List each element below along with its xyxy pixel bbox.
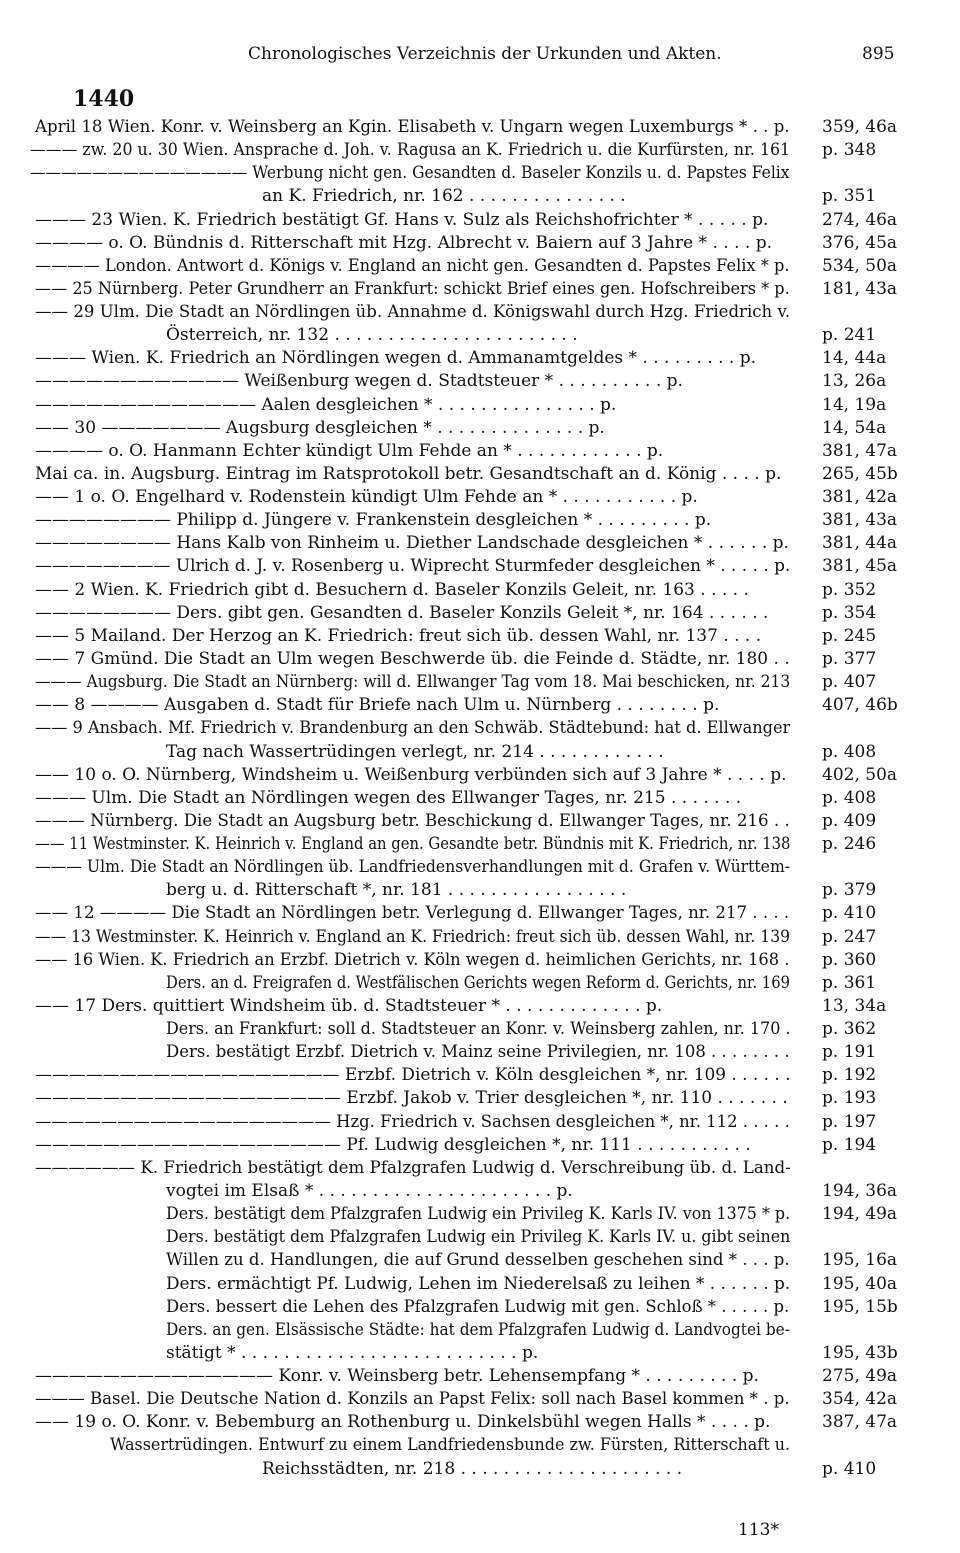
entry-line: —— 5 Mailand. Der Herzog an K. Friedrich: freut sich üb. dessen Wahl, nr. 137 . . . . <box>35 625 762 646</box>
entry-line: —— 25 Nürnberg. Peter Grundherr an Frankfurt: schickt Brief eines gen. Hofschreibers * p. <box>35 278 790 299</box>
entry-line: Tag nach Wassertrüdingen verlegt, nr. 214 . . . . . . . . . . . . <box>166 741 664 762</box>
entry-line: Wassertrüdingen. Entwurf zu einem Landfriedensbunde zw. Fürsten, Ritterschaft u. <box>110 1435 791 1456</box>
entry-line: vogtei im Elsaß * . . . . . . . . . . . . . . . . . . . . . . p. <box>166 1180 573 1201</box>
page-reference: p. 247 <box>822 926 877 947</box>
page-reference: 354, 42a <box>822 1389 898 1410</box>
page-reference: 265, 45b <box>822 463 898 484</box>
entry-line: ——— Ulm. Die Stadt an Nördlingen wegen des Ellwanger Tages, nr. 215 . . . . . . . <box>35 787 742 808</box>
entry-line: —————————————————— Pf. Ludwig desgleichen *, nr. 111 . . . . . . . . . . . <box>35 1134 751 1155</box>
entry-line: ———————— Hans Kalb von Rinheim u. Diether Landschade desgleichen * . . . . . . p. <box>35 533 789 554</box>
page-reference: p. 197 <box>822 1111 877 1132</box>
entry-line: —— 16 Wien. K. Friedrich an Erzbf. Dietrich v. Köln wegen d. heimlichen Gerichts, nr. 168 . <box>35 949 790 970</box>
page-reference: 195, 15b <box>822 1296 898 1317</box>
entry-line: —————————————————— Erzbf. Jakob v. Trier desgleichen *, nr. 110 . . . . . . . <box>35 1088 788 1109</box>
entry-line: stätigt * . . . . . . . . . . . . . . . . . . . . . . . . . . p. <box>166 1342 539 1363</box>
entry-line: ——— Ulm. Die Stadt an Nördlingen üb. Landfriedensverhandlungen mit d. Grafen v. Württem- <box>35 857 791 878</box>
page-reference: 195, 43b <box>822 1342 898 1363</box>
entry-line: ——— Nürnberg. Die Stadt an Augsburg betr. Beschickung d. Ellwanger Tages, nr. 216 . . <box>35 810 790 831</box>
entry-line: —— 12 ———— Die Stadt an Nördlingen betr. Verlegung d. Ellwanger Tages, nr. 217 . . . . <box>35 903 790 924</box>
entry-line: ——— zw. 20 u. 30 Wien. Ansprache d. Joh. v. Ragusa an K. Friedrich u. die Kurfürsten, nr. 161 <box>30 140 791 161</box>
page-reference: p. 409 <box>822 810 877 831</box>
page-reference: 387, 47a <box>822 1412 898 1433</box>
entry-line: Mai ca. in. Augsburg. Eintrag im Ratsprotokoll betr. Gesandtschaft an d. König . . . . p. <box>35 463 782 484</box>
page-reference: 381, 42a <box>822 487 898 508</box>
entry-line: berg u. d. Ritterschaft *, nr. 181 . . . . . . . . . . . . . . . . . <box>166 880 627 901</box>
entry-line: —— 17 Ders. quittiert Windsheim üb. d. Stadtsteuer * . . . . . . . . . . . . . p. <box>35 995 663 1016</box>
page-reference: p. 192 <box>822 1065 877 1086</box>
entry-line: —— 9 Ansbach. Mf. Friedrich v. Brandenburg an den Schwäb. Städtebund: hat d. Ellwanger <box>35 718 791 739</box>
page-reference: 13, 26a <box>822 371 887 392</box>
entry-line: ——— Wien. K. Friedrich an Nördlingen wegen d. Ammanamtgeldes * . . . . . . . . . p. <box>35 348 756 369</box>
entry-line: —————————————————— Erzbf. Dietrich v. Köln desgleichen *, nr. 109 . . . . . . <box>35 1065 791 1086</box>
page-reference: 402, 50a <box>822 764 898 785</box>
entry-line: —— 11 Westminster. K. Heinrich v. England an gen. Gesandte betr. Bündnis mit K. Friedrich, nr. 138 <box>35 834 791 855</box>
entry-line: —— 1 o. O. Engelhard v. Rodenstein kündigt Ulm Fehde an * . . . . . . . . . . . p. <box>35 487 698 508</box>
year-heading: 1440 <box>73 86 135 112</box>
entry-line: Willen zu d. Handlungen, die auf Grund desselben geschehen sind * . . . p. <box>166 1250 790 1271</box>
entry-line: Ders. bessert die Lehen des Pfalzgrafen Ludwig mit gen. Schloß * . . . . . p. <box>166 1296 790 1317</box>
entry-line: ———— o. O. Hanmann Echter kündigt Ulm Fehde an * . . . . . . . . . . . . p. <box>35 440 664 461</box>
page-reference: p. 348 <box>822 140 877 161</box>
page-reference: p. 241 <box>822 325 877 346</box>
entry-line: —— 13 Westminster. K. Heinrich v. England an K. Friedrich: freut sich üb. dessen Wahl, nr. 139 <box>35 926 791 947</box>
page-reference: 381, 47a <box>822 440 898 461</box>
page-reference: p. 194 <box>822 1134 877 1155</box>
page-reference: p. 360 <box>822 949 877 970</box>
entry-line: ———— o. O. Bündnis d. Ritterschaft mit Hzg. Albrecht v. Baiern auf 3 Jahre * . . . . p. <box>35 232 772 253</box>
page-reference: 195, 16a <box>822 1250 898 1271</box>
page-reference: 381, 44a <box>822 533 898 554</box>
page-reference: 376, 45a <box>822 232 898 253</box>
entry-line: ———————— Philipp d. Jüngere v. Frankenstein desgleichen * . . . . . . . . . p. <box>35 510 712 531</box>
page-reference: 407, 46b <box>822 695 898 716</box>
page-reference: p. 408 <box>822 741 877 762</box>
entry-line: April 18 Wien. Konr. v. Weinsberg an Kgin. Elisabeth v. Ungarn wegen Luxemburgs * . . p. <box>35 117 790 137</box>
page-reference: 359, 46a <box>822 117 898 137</box>
entry-line: ——— 23 Wien. K. Friedrich bestätigt Gf. Hans v. Sulz als Reichshofrichter * . . . . . p. <box>35 209 769 230</box>
entry-line: —— 29 Ulm. Die Stadt an Nördlingen üb. Annahme d. Königswahl durch Hzg. Friedrich v. <box>35 302 791 323</box>
entry-line: Ders. bestätigt dem Pfalzgrafen Ludwig ein Privileg K. Karls IV. u. gibt seinen <box>166 1227 791 1248</box>
entry-line: ——— Basel. Die Deutsche Nation d. Konzils an Papst Felix: soll nach Basel kommen * . p. <box>35 1389 790 1410</box>
page-reference: p. 361 <box>822 972 877 993</box>
entry-line: Ders. bestätigt Erzbf. Dietrich v. Mainz seine Privilegien, nr. 108 . . . . . . . . <box>166 1042 790 1063</box>
entry-line: ———————— Ulrich d. J. v. Rosenberg u. Wiprecht Sturmfeder desgleichen * . . . . . p. <box>35 556 791 577</box>
page-reference: 14, 19a <box>822 394 887 415</box>
entry-line: —————— K. Friedrich bestätigt dem Pfalzgrafen Ludwig d. Verschreibung üb. d. Land- <box>35 1157 791 1178</box>
page-reference: p. 191 <box>822 1042 877 1063</box>
entry-line: —— 2 Wien. K. Friedrich gibt d. Besuchern d. Baseler Konzils Geleit, nr. 163 . . . . . <box>35 579 749 600</box>
entry-line: —— 19 o. O. Konr. v. Bebemburg an Rothenburg u. Dinkelsbühl wegen Halls * . . . . p. <box>35 1412 771 1433</box>
entry-line: ———————— Ders. gibt gen. Gesandten d. Baseler Konzils Geleit *, nr. 164 . . . . . . <box>35 602 769 623</box>
entry-line: Ders. an Frankfurt: soll d. Stadtsteuer an Konr. v. Weinsberg zahlen, nr. 170 . <box>166 1019 791 1040</box>
page-reference: 381, 45a <box>822 556 898 577</box>
page-reference: p. 352 <box>822 579 877 600</box>
entry-line: —————————————— Werbung nicht gen. Gesandten d. Baseler Konzils u. d. Papstes Felix <box>30 163 790 184</box>
entry-line: an K. Friedrich, nr. 162 . . . . . . . . . . . . . . . <box>262 186 626 207</box>
entry-line: ————————————— Aalen desgleichen * . . . . . . . . . . . . . . . p. <box>35 394 617 415</box>
page-reference: p. 408 <box>822 787 877 808</box>
page-reference: 14, 54a <box>822 417 887 438</box>
page-number: 895 <box>862 44 895 64</box>
page-reference: p. 377 <box>822 648 877 669</box>
page-reference: p. 407 <box>822 672 877 693</box>
page-reference: 14, 44a <box>822 348 887 369</box>
page-reference: 534, 50a <box>822 255 898 276</box>
page-reference: p. 410 <box>822 1458 877 1479</box>
entry-line: —————————————————— Hzg. Friedrich v. Sachsen desgleichen *, nr. 112 . . . . . <box>35 1111 790 1132</box>
page-reference: 274, 46a <box>822 209 898 230</box>
entry-line: —— 8 ———— Ausgaben d. Stadt für Briefe nach Ulm u. Nürnberg . . . . . . . . p. <box>35 695 720 716</box>
entry-line: Österreich, nr. 132 . . . . . . . . . . . . . . . . . . . . . . . <box>166 325 578 346</box>
page-reference: p. 362 <box>822 1019 877 1040</box>
page-reference: p. 379 <box>822 880 877 901</box>
page-reference: p. 410 <box>822 903 877 924</box>
entry-line: ———— London. Antwort d. Königs v. England an nicht gen. Gesandten d. Papstes Felix * p. <box>35 255 790 276</box>
page-reference: p. 351 <box>822 186 877 207</box>
entry-line: —— 7 Gmünd. Die Stadt an Ulm wegen Beschwerde üb. die Feinde d. Städte, nr. 180 . . <box>35 648 790 669</box>
page-reference: 195, 40a <box>822 1273 898 1294</box>
entry-line: Ders. an d. Freigrafen d. Westfälischen Gerichts wegen Reform d. Gerichts, nr. 169 <box>166 972 790 993</box>
page-reference: p. 354 <box>822 602 877 623</box>
page-reference: 381, 43a <box>822 510 898 531</box>
signature-mark: 113* <box>738 1520 779 1540</box>
entry-line: Reichsstädten, nr. 218 . . . . . . . . . . . . . . . . . . . . . <box>262 1458 683 1479</box>
entry-line: Ders. an gen. Elsässische Städte: hat dem Pfalzgrafen Ludwig d. Landvogtei be- <box>166 1319 790 1340</box>
running-title: Chronologisches Verzeichnis der Urkunden und Akten. <box>248 44 722 64</box>
page-reference: 181, 43a <box>822 278 898 299</box>
page-reference: 194, 36a <box>822 1180 898 1201</box>
page-reference: 275, 49a <box>822 1366 898 1387</box>
page-reference: p. 246 <box>822 834 877 855</box>
entry-line: —— 10 o. O. Nürnberg, Windsheim u. Weißenburg verbünden sich auf 3 Jahre * . . . . p. <box>35 764 787 785</box>
entry-line: —— 30 ——————— Augsburg desgleichen * . . . . . . . . . . . . . . p. <box>35 417 605 438</box>
page-reference: 194, 49a <box>822 1204 898 1225</box>
page-reference: p. 193 <box>822 1088 877 1109</box>
entry-line: Ders. bestätigt dem Pfalzgrafen Ludwig ein Privileg K. Karls IV. von 1375 * p. <box>166 1204 791 1225</box>
entry-line: —————————————— Konr. v. Weinsberg betr. Lehensempfang * . . . . . . . . . p. <box>35 1366 759 1387</box>
entry-line: ——— Augsburg. Die Stadt an Nürnberg: will d. Ellwanger Tag vom 18. Mai beschicken, nr. 213 <box>35 672 791 693</box>
page-reference: 13, 34a <box>822 995 887 1016</box>
entry-line: Ders. ermächtigt Pf. Ludwig, Lehen im Niederelsaß zu leihen * . . . . . . p. <box>166 1273 791 1294</box>
page-reference: p. 245 <box>822 625 877 646</box>
entry-line: ———————————— Weißenburg wegen d. Stadtsteuer * . . . . . . . . . . p. <box>35 371 683 392</box>
